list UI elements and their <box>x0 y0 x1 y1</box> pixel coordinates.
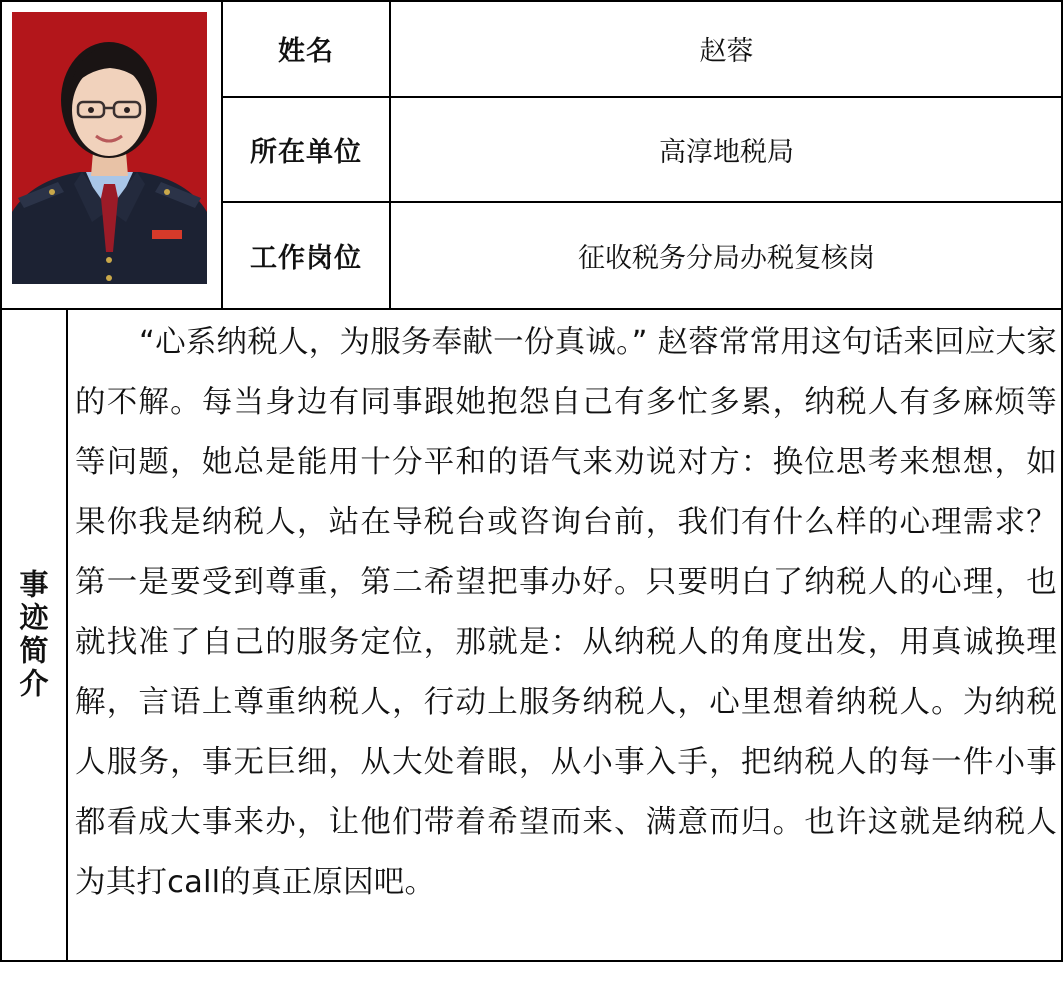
name-value: 赵蓉 <box>699 36 754 67</box>
summary-label-cell <box>0 309 66 961</box>
name-label: 姓名 <box>278 36 334 67</box>
table-divider-label <box>389 0 391 309</box>
table-divider-row2 <box>222 201 1063 203</box>
summary-text: “心系纳税人，为服务奉献一份真诚。” 赵蓉常常用这句话来回应大家的不解。每当身边有同事跟她抱怨自己有多忙多累，纳税人有多麻烦等等问题，她总是能用十分平和的语气来劝说对方：换位思考来想想，如果你我是纳税人，站在导税台或咨询台前，我们有什么样的心理需求？第一是要受到尊重，第二希望把事办好。只要明白了纳税人的心理，也就找准了自己的服务定位，那就是：从纳税人的角度出发，用真诚换理解，言语上尊重纳税人，行动上服务纳税人，心里想着纳税人。为纳税人服务，事无巨细，从大处着眼，从小事入手，把纳税人的每一件小事都看成大事来办，让他们带着希望而来、满意而归。也许这就是纳税人为其打call的真正原因吧。 <box>75 325 1057 900</box>
portrait-photo <box>12 12 207 284</box>
table-divider-row1 <box>222 96 1063 98</box>
portrait-photo-icon <box>12 12 207 284</box>
table-divider-photo <box>221 0 223 309</box>
photo-cell <box>0 0 222 309</box>
table-border-left <box>0 0 2 962</box>
unit-label: 所在单位 <box>250 137 362 168</box>
post-label: 工作岗位 <box>250 243 362 274</box>
table-border-top <box>0 0 1063 2</box>
unit-value: 高淳地税局 <box>659 137 794 168</box>
table-divider-summary <box>0 308 1063 310</box>
post-value: 征收税务分局办税复核岗 <box>578 243 875 274</box>
summary-label: 事迹简介 <box>15 569 50 701</box>
table-divider-summary-label <box>66 309 68 961</box>
table-border-bottom <box>0 960 1063 962</box>
